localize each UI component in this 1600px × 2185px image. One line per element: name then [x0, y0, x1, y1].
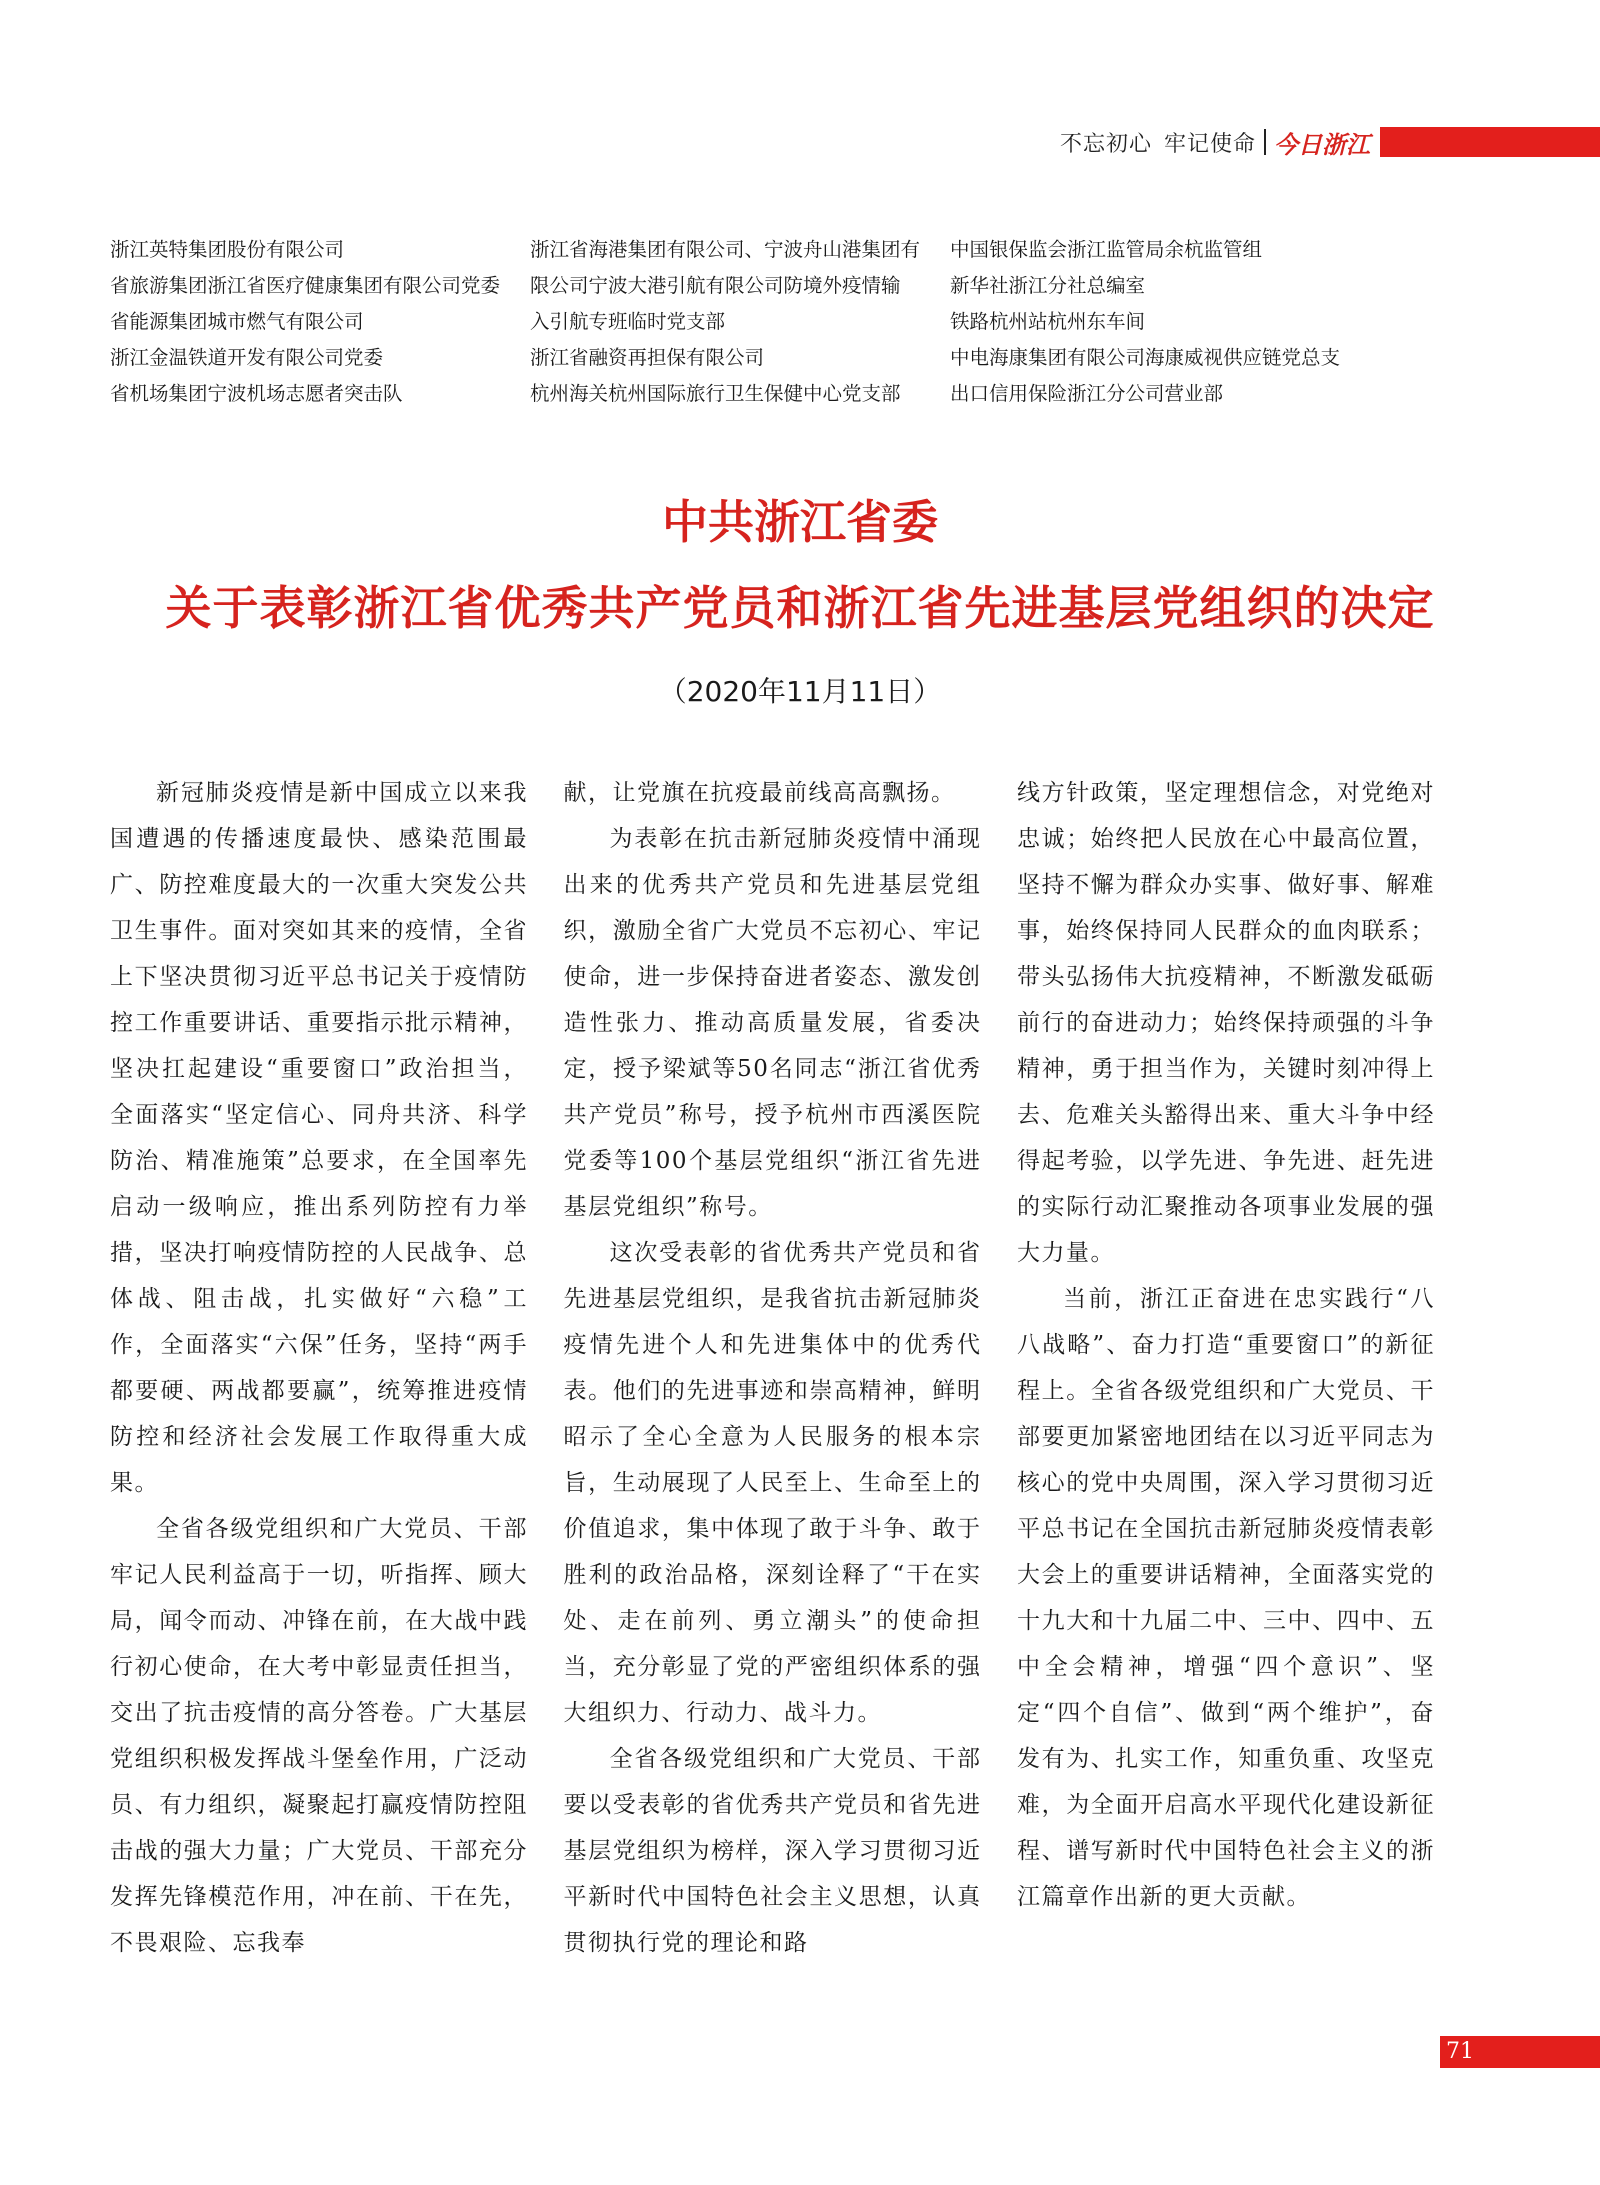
- org-item: 杭州海关杭州国际旅行卫生保健中心党支部: [530, 382, 901, 405]
- body-paragraph-continued: 线方针政策，坚定理想信念，对党绝对忠诚；始终把人民放在心中最高位置，坚持不懈为群众办实事、做好事、解难事，始终保持同人民群众的血肉联系；带头弘扬伟大抗疫精神，不断激发砥砺前行的奋进动力；始终保持顽强的斗争精神，勇于担当作为，关键时刻冲得上去、危难关头豁得出来、重大斗争中经得起考验，以学先进、争先进、赶先进的实际行动汇聚推动各项事业发展的强大力量。: [1017, 780, 1435, 1266]
- org-list: [110, 232, 1360, 412]
- magazine-logo: 今日浙江: [1274, 129, 1371, 159]
- body-paragraph: 全省各级党组织和广大党员、干部要以受表彰的省优秀共产党员和省先进基层党组织为榜样，深入学习贯彻习近平新时代中国特色社会主义思想，认真贯彻执行党的理论和路: [563, 1746, 982, 1956]
- org-item: 中国银保监会浙江监管局余杭监管组: [950, 238, 1263, 261]
- org-item: 浙江金温铁道开发有限公司党委: [110, 346, 384, 369]
- page-number: 71: [1440, 2036, 1600, 2068]
- body-column-2: [564, 770, 982, 1966]
- org-item: 铁路杭州站杭州东车间: [950, 310, 1146, 333]
- header-accent-bar: [1380, 127, 1600, 157]
- org-item: 限公司宁波大港引航有限公司防境外疫情输: [530, 274, 901, 297]
- article-body: [110, 770, 1435, 1966]
- org-column-2: [530, 232, 940, 412]
- org-item: 浙江英特集团股份有限公司: [110, 238, 345, 261]
- org-item: 出口信用保险浙江分公司营业部: [950, 382, 1224, 405]
- org-item: 省旅游集团浙江省医疗健康集团有限公司党委: [110, 274, 501, 297]
- org-column-3: [950, 232, 1360, 412]
- body-paragraph-continued: 献，让党旗在抗疫最前线高高飘扬。: [563, 780, 956, 806]
- org-column-1: [110, 232, 520, 412]
- org-item: 浙江省海港集团有限公司、宁波舟山港集团有: [530, 238, 921, 261]
- document-date: （2020年11月11日）: [658, 675, 942, 708]
- body-paragraph: 这次受表彰的省优秀共产党员和省先进基层党组织，是我省抗击新冠肺炎疫情先进个人和先进集体中的优秀代表。他们的先进事迹和崇高精神，鲜明昭示了全心全意为人民服务的根本宗旨，生动展现了人民至上、生命至上的价值追求，集中体现了敢于斗争、敢于胜利的政治品格，深刻诠释了“干在实处、走在前列、勇立潮头”的使命担当，充分彰显了党的严密组织体系的强大组织力、行动力、战斗力。: [563, 1240, 982, 1726]
- org-item: 入引航专班临时党支部: [530, 310, 726, 333]
- org-item: 新华社浙江分社总编室: [950, 274, 1146, 297]
- body-paragraph: 全省各级党组织和广大党员、干部牢记人民利益高于一切，听指挥、顾大局，闻令而动、冲锋在前，在大战中践行初心使命，在大考中彰显责任担当，交出了抗击疫情的高分答卷。广大基层党组织积极发挥战斗堡垒作用，广泛动员、有力组织，凝聚起打赢疫情防控阻击战的强大力量；广大党员、干部充分发挥先锋模范作用，冲在前、干在先，不畏艰险、忘我奉: [110, 1516, 528, 1956]
- body-paragraph: 为表彰在抗击新冠肺炎疫情中涌现出来的优秀共产党员和先进基层党组织，激励全省广大党员不忘初心、牢记使命，进一步保持奋进者姿态、激发创造性张力、推动高质量发展，省委决定，授予梁斌等50名同志“浙江省优秀共产党员”称号，授予杭州市西溪医院党委等100个基层党组织“浙江省先进基层党组织”称号。: [563, 826, 982, 1220]
- org-item: 浙江省融资再担保有限公司: [530, 346, 765, 369]
- document-title-line-2: 关于表彰浙江省优秀共产党员和浙江省先进基层党组织的决定: [165, 581, 1435, 635]
- body-column-1: [110, 770, 528, 1966]
- body-paragraph: 当前，浙江正奋进在忠实践行“八八战略”、奋力打造“重要窗口”的新征程上。全省各级党组织和广大党员、干部要更加紧密地团结在以习近平同志为核心的党中央周围，深入学习贯彻习近平总书记在全国抗击新冠肺炎疫情表彰大会上的重要讲话精神，全面落实党的十九大和十九届二中、三中、四中、五中全会精神，增强“四个意识”、坚定“四个自信”、做到“两个维护”，奋发有为、扎实工作，知重负重、攻坚克难，为全面开启高水平现代化建设新征程、谱写新时代中国特色社会主义的浙江篇章作出新的更大贡献。: [1017, 1286, 1435, 1910]
- body-paragraph: 新冠肺炎疫情是新中国成立以来我国遭遇的传播速度最快、感染范围最广、防控难度最大的一次重大突发公共卫生事件。面对突如其来的疫情，全省上下坚决贯彻习近平总书记关于疫情防控工作重要讲话、重要指示批示精神，坚决扛起建设“重要窗口”政治担当，全面落实“坚定信心、同舟共济、科学防治、精准施策”总要求，在全国率先启动一级响应，推出系列防控有力举措，坚决打响疫情防控的人民战争、总体战、阻击战，扎实做好“六稳”工作，全面落实“六保”任务，坚持“两手都要硬、两战都要赢”，统筹推进疫情防控和经济社会发展工作取得重大成果。: [110, 780, 528, 1496]
- org-item: 中电海康集团有限公司海康威视供应链党总支: [950, 346, 1341, 369]
- header-slogan: [1060, 127, 1256, 158]
- body-column-3: [1017, 770, 1435, 1966]
- slogan-part-2: 牢记使命: [1164, 131, 1257, 157]
- page-header: [1060, 124, 1600, 160]
- document-title-line-1: 中共浙江省委: [662, 495, 938, 549]
- header-divider: [1264, 129, 1266, 155]
- slogan-part-1: 不忘初心: [1060, 131, 1153, 157]
- org-item: 省机场集团宁波机场志愿者突击队: [110, 382, 403, 405]
- org-item: 省能源集团城市燃气有限公司: [110, 310, 364, 333]
